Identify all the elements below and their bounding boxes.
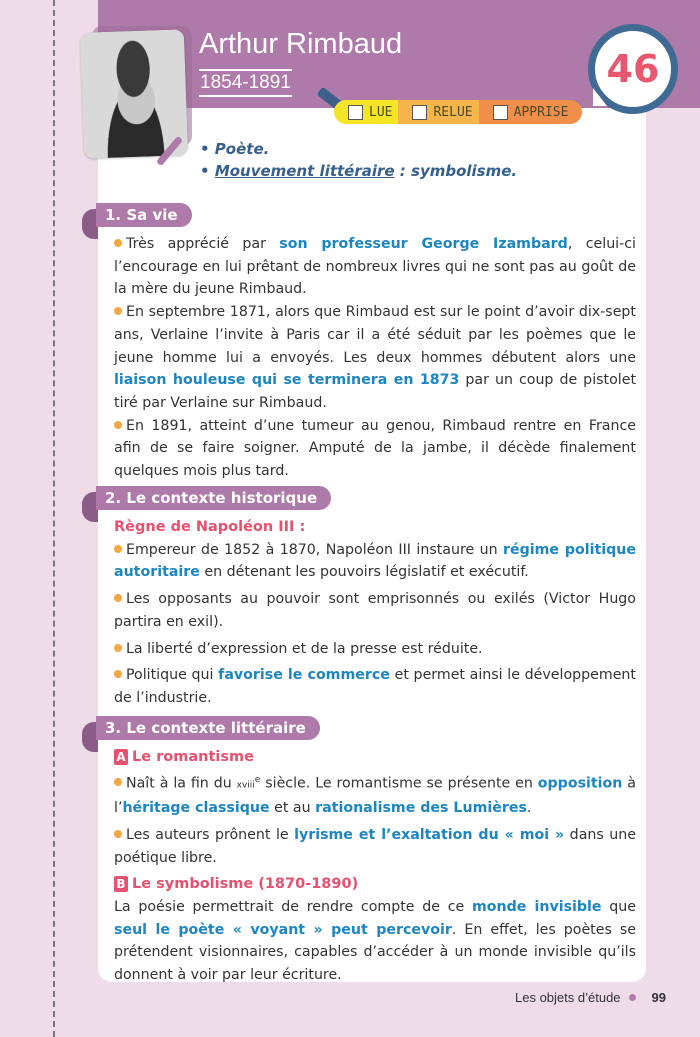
author-dates: 1854-1891 [199, 69, 292, 97]
section-body-sa-vie [114, 233, 636, 483]
section-body-contexte-litteraire [114, 746, 636, 987]
checkbox-box[interactable] [493, 105, 508, 120]
paragraph: En septembre 1871, alors que Rimbaud est sur le point d’avoir dix-sept ans, Verlaine l’invite à Paris car il a été séduit par les poèmes que le jeune homme lui a envoyés. Les deux hommes débutent alors une liaison houleuse qui se terminera en 1873 par un coup de pistolet tiré par Verlaine sur Rimbaud. [114, 304, 637, 411]
cut-line [53, 0, 55, 1037]
checkbox-box[interactable] [348, 105, 363, 120]
checkbox-label: RELUE [433, 104, 473, 120]
portrait-photo [80, 29, 188, 159]
subheading-symbolisme: B Le symbolisme (1870-1890) [114, 873, 636, 896]
paragraph: Politique qui favorise le commerce et permet ainsi le développement de l’industrie. [114, 667, 636, 706]
section-heading-contexte-historique: 2. Le contexte historique [96, 486, 331, 510]
sheet-number: 46 [606, 47, 660, 91]
bullet-icon [114, 830, 122, 838]
movement-link: Mouvement littéraire [214, 162, 395, 180]
section-heading-contexte-litteraire: 3. Le contexte littéraire [96, 716, 320, 740]
bullet-icon [114, 307, 122, 315]
highlight: favorise le commerce [218, 667, 390, 684]
bullet-icon [114, 239, 122, 247]
paragraph: Les auteurs prônent le lyrisme et l’exaltation du « moi » dans une poétique libre. [114, 826, 636, 866]
subheading: Règne de Napoléon III : [114, 519, 306, 535]
paragraph: En 1891, atteint d’une tumeur au genou, Rimbaud rentre en France afin de se faire soigner. Amputé de la jambe, il décède finalement quelques mois plus tard. [114, 417, 636, 480]
checkbox-apprise[interactable] [479, 100, 583, 124]
speech-bubble-tail [593, 88, 607, 106]
bullet-icon [114, 644, 122, 652]
highlight: son professeur George Izambard [279, 236, 568, 252]
section-body-contexte-historique [114, 516, 636, 710]
paragraph: La liberté d’expression et de la presse est réduite. [114, 638, 636, 661]
page-footer [515, 990, 666, 1005]
checkbox-label: LUE [369, 104, 393, 120]
fact-movement [200, 160, 517, 182]
bullet-icon [114, 670, 122, 678]
page-title: Arthur Rimbaud [199, 28, 403, 60]
movement-value: : symbolisme. [394, 162, 518, 180]
bullet-icon [114, 594, 122, 602]
checkbox-label: APPRISE [513, 104, 569, 120]
bullet-icon [114, 545, 122, 553]
progress-checkboxes [334, 100, 582, 124]
margin-strip [646, 108, 700, 1037]
paragraph: Très apprécié par son professeur George Izambard, celui-ci l’encourage en lui prêtant de nombreux livres qui ne sont pas au goût de la mère du jeune Rimbaud. [114, 236, 636, 298]
paragraph: La poésie permettrait de rendre compte de ce monde invisible que seul le poète « voyant » peut percevoir. En effet, les poètes se prétendent visionnaires, capables d’accéder à un monde invisible qu’ils donnent à voir par leur écriture. [114, 898, 636, 984]
letter-a-badge: A [114, 749, 128, 765]
checkbox-relue[interactable] [398, 100, 478, 124]
checkbox-box[interactable] [412, 105, 427, 120]
bullet-icon [114, 778, 122, 786]
paragraph: Les opposants au pouvoir sont emprisonnés ou exilés (Victor Hugo partira en exil). [114, 591, 636, 630]
highlight: liaison houleuse qui se terminera en 1873 [114, 372, 460, 389]
page-number: 99 [651, 990, 666, 1005]
bullet-icon [114, 421, 122, 429]
footer-dot-icon [629, 994, 636, 1001]
key-facts [200, 138, 517, 182]
subheading-romantisme: A Le romantisme [114, 746, 636, 769]
bullet: • [200, 162, 215, 180]
fact-poet: • Poète. [200, 140, 270, 158]
paragraph: Empereur de 1852 à 1870, Napoléon III instaure un régime politique autoritaire en détenant les pouvoirs législatif et exécutif. [114, 541, 637, 581]
checkbox-lue[interactable] [334, 100, 398, 124]
highlight: régime politique autoritaire [114, 541, 637, 581]
letter-b-badge: B [114, 876, 128, 892]
footer-label: Les objets d’étude [515, 990, 621, 1005]
paragraph: Naît à la fin du xviii$^e$ siècle. Le romantisme se présente en opposition à l’héritage classique et au rationalisme des Lumières. [114, 774, 636, 817]
section-heading-sa-vie: 1. Sa vie [96, 203, 192, 227]
